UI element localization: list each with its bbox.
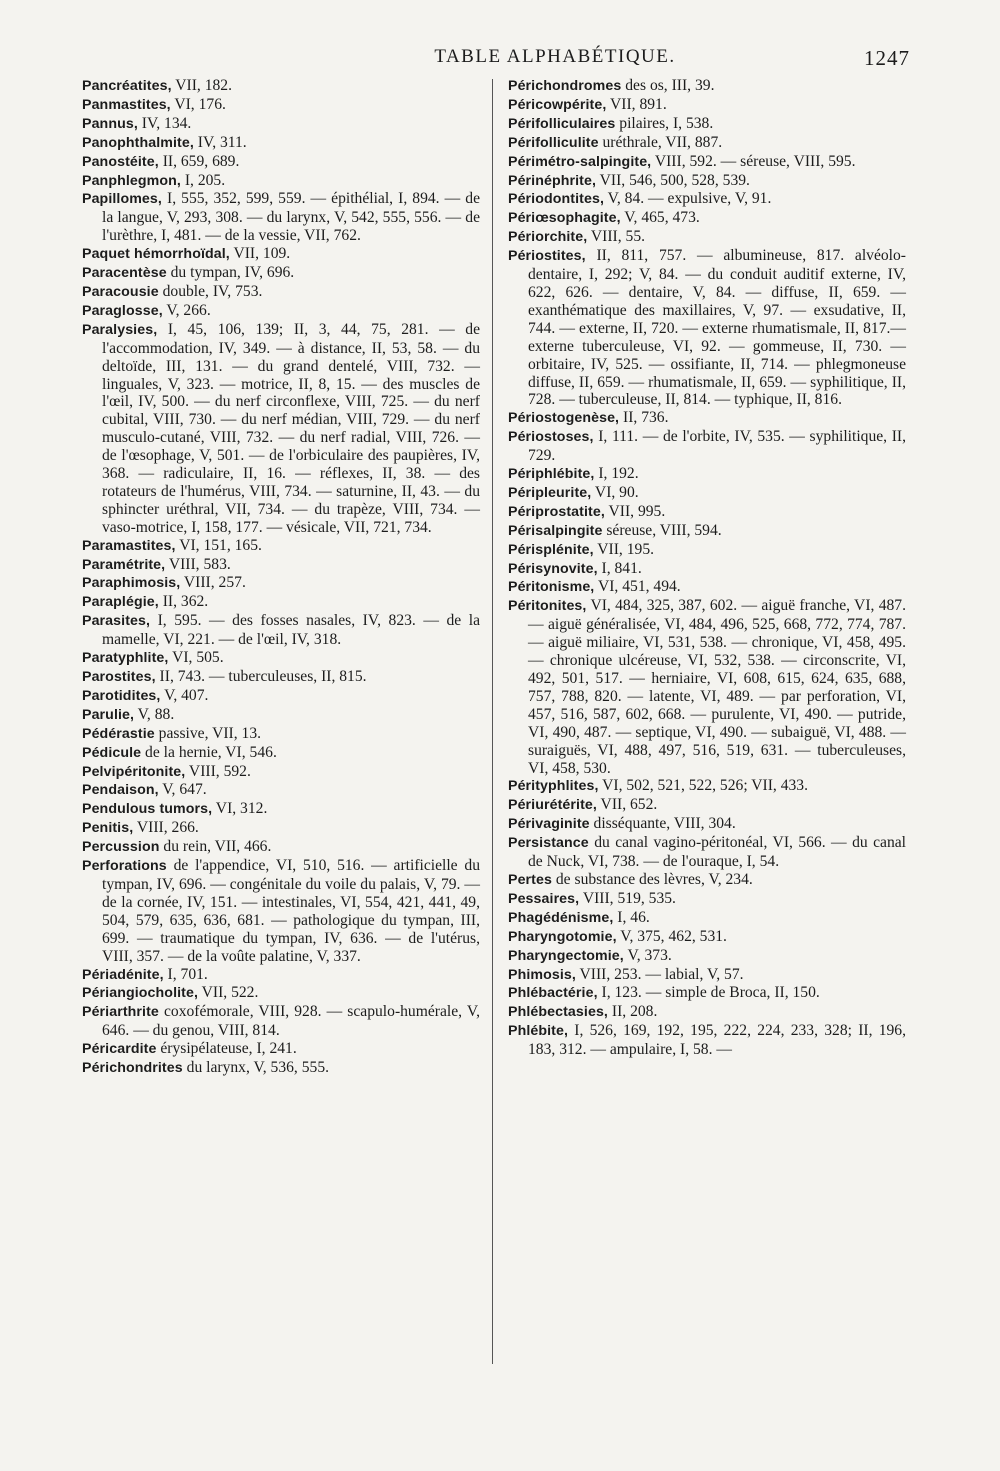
index-references: V, 647. xyxy=(158,781,207,799)
index-entry xyxy=(82,537,480,556)
index-entry xyxy=(508,190,906,209)
index-references: double, IV, 753. xyxy=(158,282,263,300)
index-references: pilaires, I, 538. xyxy=(615,114,714,132)
index-references: V, 84. — expulsive, V, 91. xyxy=(604,190,772,208)
index-references: V, 373. xyxy=(623,946,672,964)
index-entry xyxy=(82,190,480,245)
index-term: Paramastites, xyxy=(82,537,176,554)
index-entry xyxy=(82,172,480,191)
index-entry xyxy=(508,1022,906,1059)
index-term: Parostites, xyxy=(82,669,156,685)
index-entry xyxy=(508,834,906,871)
index-references: II, 208. xyxy=(607,1003,658,1021)
index-entry xyxy=(508,796,906,815)
index-references: I, 701. xyxy=(163,965,208,983)
index-entry xyxy=(508,172,906,191)
index-references: VIII, 592. — séreuse, VIII, 595. xyxy=(651,152,856,170)
index-references: disséquante, VIII, 304. xyxy=(589,815,736,833)
index-entry xyxy=(508,541,906,560)
index-references: VIII, 55. xyxy=(587,228,646,246)
index-term: Pérityphlites, xyxy=(508,778,599,795)
index-references: I, 555, 352, 599, 559. — épithélial, I, 894. — de la langue, V, 293, 308. — du larynx, V, 542, 555, 556. — de l'urèthre, I, 481. — de la vessie, VII, 762. xyxy=(102,190,480,245)
index-term: Péritonites, xyxy=(508,598,587,615)
index-references: des os, III, 39. xyxy=(621,77,715,94)
index-references: VII, 546, 500, 528, 539. xyxy=(596,171,750,189)
index-references: I, 46. xyxy=(613,908,650,926)
index-term: Périangiocholite, xyxy=(82,985,199,1002)
index-term: Parasites, xyxy=(82,613,151,630)
index-references: I, 526, 169, 192, 195, 222, 224, 233, 328; II, 196, 183, 312. — ampulaire, I, 58. — xyxy=(528,1022,906,1059)
page-header xyxy=(80,46,910,76)
index-entry xyxy=(508,966,906,985)
index-entry xyxy=(508,947,906,966)
index-term: Paraphimosis, xyxy=(82,575,181,592)
index-term: Panostéite, xyxy=(82,153,159,170)
index-entry xyxy=(82,264,480,283)
index-references: VII, 891. xyxy=(606,95,667,113)
index-term: Pharyngectomie, xyxy=(508,947,624,964)
index-entry xyxy=(508,153,906,172)
index-references: VI, 484, 325, 387, 602. — aiguë franche, VI, 487. — aiguë généralisée, VI, 484, 496, 525, 668, 772, 774, 787. — aiguë miliaire, VI, 531, 538. — chronique, VI, 458, 495. — chronique ulcéreuse, VI, 532, 538. — circonscrite, VI, 492, 501, 517. — herniaire, VI, 608, 615, 624, 635, 688, 757, 788, 820. — latente, VI, 489. — par perforation, VI, 457, 516, 587, 602, 668. — purulente, VI, 490. — putride, VI, 490, 487. — septique, VI, 490. — subaiguë, VI, 488. — suraiguës, VI, 488, 497, 516, 519, 631. — tuberculeuses, VI, 458, 530. xyxy=(528,597,906,777)
index-term: Périodontites, xyxy=(508,191,604,208)
index-entry xyxy=(82,77,480,96)
index-references: II, 811, 757. — albumineuse, 817. alvéolo-dentaire, I, 292; V, 84. — du conduit auditif externe, IV, 622, 626. — dentaire, V, 84. — diffuse, II, 659. — exanthématique des maxillaires, V, 97. — exsudative, II, 744. — externe, II, 720. — externe rhumatismale, II, 817.— externe tuberculeuse, VI, 92. — gommeuse, II, 730. — orbitaire, IV, 525. — ossifiante, II, 714. — phlegmoneuse diffuse, II, 659. — rhumatismale, II, 659. — syphilitique, II, 728. — tuberculeuse, II, 814. — typhique, II, 816. xyxy=(528,247,906,409)
index-entry xyxy=(508,871,906,890)
index-term: Périphlébite, xyxy=(508,466,595,483)
index-term: Périarthrite xyxy=(82,1004,159,1021)
index-term: Parulie, xyxy=(82,706,135,723)
index-term: Paralysies, xyxy=(82,321,158,338)
running-title: TABLE ALPHABÉTIQUE. xyxy=(434,46,676,67)
index-term: Pelvipéritonite, xyxy=(82,763,186,780)
index-term: Panphlegmon, xyxy=(82,172,181,189)
left-column xyxy=(82,77,480,1078)
index-references: VIII, 257. xyxy=(180,574,246,592)
index-references: VI, 505. xyxy=(168,649,224,667)
index-entry xyxy=(82,984,480,1003)
index-entry xyxy=(508,484,906,503)
index-entry xyxy=(82,744,480,763)
index-entry xyxy=(82,153,480,172)
index-references: érysipélateuse, I, 241. xyxy=(156,1040,297,1058)
index-term: Périprostatite, xyxy=(508,503,605,520)
index-references: II, 743. — tuberculeuses, II, 815. xyxy=(155,668,367,685)
index-references: coxofémorale, VIII, 928. — scapulo-humérale, V, 646. — du genou, VIII, 814. xyxy=(102,1003,480,1040)
index-entry xyxy=(508,890,906,909)
index-term: Péricowpérite, xyxy=(508,96,607,113)
index-term: Périorchite, xyxy=(508,229,588,246)
index-term: Périœsophagite, xyxy=(508,210,621,227)
index-entry xyxy=(508,815,906,834)
index-entry xyxy=(82,612,480,649)
index-references: V, 407. xyxy=(160,686,209,704)
index-term: Penitis, xyxy=(82,820,134,837)
index-references: V, 266. xyxy=(162,301,211,319)
index-term: Pédicule xyxy=(82,744,142,761)
index-references: du canal vagino-péritonéal, VI, 566. — du canal de Nuck, VI, 738. — de l'ouraque, I, 54. xyxy=(528,834,906,871)
index-references: VIII, 266. xyxy=(133,819,199,837)
index-term: Périsplénite, xyxy=(508,541,594,558)
index-references: I, 123. — simple de Broca, II, 150. xyxy=(597,984,820,1002)
index-references: du rein, VII, 466. xyxy=(159,838,272,856)
index-entry xyxy=(508,560,906,579)
index-references: VII, 182. xyxy=(171,77,232,94)
index-references: VI, 151, 165. xyxy=(175,536,262,554)
index-entry xyxy=(508,428,906,465)
index-entry xyxy=(82,857,480,965)
index-entry xyxy=(82,800,480,819)
index-entry xyxy=(508,777,906,796)
index-term: Périurétérite, xyxy=(508,797,597,814)
index-term: Percussion xyxy=(82,839,160,856)
index-entry xyxy=(82,134,480,153)
index-entry xyxy=(82,1003,480,1040)
index-references: VIII, 583. xyxy=(165,555,231,573)
index-entry xyxy=(508,77,906,96)
index-term: Périsalpingite xyxy=(508,522,603,539)
index-entry xyxy=(508,1003,906,1022)
index-references: I, 595. — des fosses nasales, IV, 823. — de la mamelle, VI, 221. — de l'œil, IV, 318. xyxy=(102,612,480,649)
index-term: Perforations xyxy=(82,858,167,875)
index-entry xyxy=(82,668,480,687)
index-term: Parotidites, xyxy=(82,687,161,704)
index-entry xyxy=(508,409,906,428)
index-entry xyxy=(82,245,480,264)
index-references: VII, 195. xyxy=(593,540,655,558)
index-term: Phimosis, xyxy=(508,966,576,983)
index-term: Péripleurite, xyxy=(508,484,592,501)
page-number: 1247 xyxy=(864,46,910,70)
index-references: VI, 451, 494. xyxy=(594,578,681,596)
index-entry xyxy=(508,115,906,134)
index-references: VIII, 253. — labial, V, 57. xyxy=(575,965,744,983)
index-references: II, 659, 689. xyxy=(158,152,240,170)
index-references: VI, 90. xyxy=(591,483,639,501)
index-references: I, 111. — de l'orbite, IV, 535. — syphilitique, II, 729. xyxy=(528,428,906,465)
index-entry xyxy=(508,134,906,153)
index-entry xyxy=(82,574,480,593)
index-entry xyxy=(82,302,480,321)
index-term: Périfolliculaires xyxy=(508,115,616,132)
index-term: Phlébectasies, xyxy=(508,1004,608,1021)
index-term: Périmétro-salpingite, xyxy=(508,153,652,170)
index-entry xyxy=(82,649,480,668)
index-term: Pancréatites, xyxy=(82,78,172,94)
index-entry xyxy=(82,115,480,134)
index-term: Pendaison, xyxy=(82,782,159,799)
index-references: passive, VII, 13. xyxy=(154,724,262,742)
index-references: uréthrale, VII, 887. xyxy=(598,133,723,151)
index-references: I, 192. xyxy=(594,465,639,483)
index-references: V, 88. xyxy=(134,705,175,723)
index-entry xyxy=(508,597,906,777)
index-references: IV, 311. xyxy=(193,133,247,151)
index-entry xyxy=(508,209,906,228)
index-entry xyxy=(508,247,906,409)
index-entry xyxy=(508,928,906,947)
index-term: Phlébactérie, xyxy=(508,985,598,1002)
index-entry xyxy=(508,578,906,597)
index-term: Périsynovite, xyxy=(508,560,598,577)
index-references: IV, 134. xyxy=(137,114,192,132)
index-term: Péritonisme, xyxy=(508,579,595,596)
index-entry xyxy=(82,1059,480,1078)
index-entry xyxy=(508,465,906,484)
index-references: II, 736. xyxy=(619,409,669,427)
index-term: Paraplégie, xyxy=(82,594,159,611)
index-entry xyxy=(82,966,480,985)
index-term: Périostites, xyxy=(508,248,586,265)
index-entry xyxy=(82,96,480,115)
index-term: Papillomes, xyxy=(82,191,162,208)
index-term: Pendulous tumors, xyxy=(82,801,213,818)
index-entry xyxy=(82,781,480,800)
index-references: VII, 652. xyxy=(596,796,658,814)
index-entry xyxy=(508,96,906,115)
index-references: V, 465, 473. xyxy=(620,209,700,227)
index-term: Périadénite, xyxy=(82,966,164,983)
index-term: Panophthalmite, xyxy=(82,134,194,151)
index-references: I, 205. xyxy=(180,171,226,189)
index-entry xyxy=(82,1040,480,1059)
index-references: I, 45, 106, 139; II, 3, 44, 75, 281. — de l'accommodation, IV, 349. — à distance, II, 53, 58. — du deltoïde, III, 131. — du grand dentelé, VIII, 732. — linguales, V, 323. — motrice, II, 8, 15. — des muscles de l'œil, IV, 500. — du nerf circonflexe, VIII, 725. — du nerf cubital, VIII, 730. — du nerf médian, VIII, 729. — du nerf musculo-cutané, VIII, 732. — du nerf radial, VIII, 726. — de l'œsophage, V, 501. — de l'orbiculaire des paupières, IV, 368. — radiculaire, II, 16. — réflexes, II, 38. — des rotateurs de l'humérus, VIII, 734. — saturnine, II, 43. — du sphincter uréthral, VII, 734. — du trapèze, VIII, 734. — vaso-motrice, I, 158, 177. — vésicale, VII, 721, 734. xyxy=(102,320,480,536)
index-references: du larynx, V, 536, 555. xyxy=(182,1059,330,1077)
index-references: du tympan, IV, 696. xyxy=(166,264,295,282)
index-term: Paquet hémorrhoïdal, xyxy=(82,246,230,263)
index-term: Pessaires, xyxy=(508,890,580,907)
index-term: Périfolliculite xyxy=(508,134,599,151)
index-term: Panmastites, xyxy=(82,96,171,113)
index-term: Périostoses, xyxy=(508,429,594,446)
index-entry xyxy=(508,228,906,247)
index-term: Paramétrite, xyxy=(82,556,166,573)
index-entry xyxy=(82,725,480,744)
index-term: Paraglosse, xyxy=(82,302,163,319)
index-term: Phagédénisme, xyxy=(508,909,614,926)
index-term: Pharyngotomie, xyxy=(508,928,617,945)
index-references: I, 841. xyxy=(597,559,642,577)
index-term: Péricardite xyxy=(82,1041,157,1058)
index-references: VI, 502, 521, 522, 526; VII, 433. xyxy=(598,777,809,795)
index-references: de la hernie, VI, 546. xyxy=(141,743,277,761)
index-entry xyxy=(82,838,480,857)
index-entry xyxy=(82,556,480,575)
index-entry xyxy=(508,984,906,1003)
index-references: II, 362. xyxy=(158,593,209,611)
index-references: VIII, 519, 535. xyxy=(579,889,676,907)
index-references: séreuse, VIII, 594. xyxy=(602,521,722,539)
index-entry xyxy=(508,503,906,522)
index-references: VII, 995. xyxy=(604,502,666,520)
index-term: Paratyphlite, xyxy=(82,650,169,667)
index-references: VII, 109. xyxy=(229,245,291,263)
index-entry xyxy=(82,593,480,612)
index-references: VIII, 592. xyxy=(185,762,251,780)
index-entry xyxy=(82,706,480,725)
index-term: Persistance xyxy=(508,835,589,852)
index-entry xyxy=(82,819,480,838)
column-divider xyxy=(492,79,493,1364)
index-term: Périostogenèse, xyxy=(508,410,620,427)
right-column xyxy=(508,77,906,1059)
index-term: Périchondrites xyxy=(82,1060,183,1077)
index-entry xyxy=(82,321,480,537)
index-references: V, 375, 462, 531. xyxy=(616,927,727,945)
index-term: Pannus, xyxy=(82,115,138,132)
index-term: Phlébite, xyxy=(508,1023,569,1040)
index-term: Périvaginite xyxy=(508,816,590,833)
index-term: Pédérastie xyxy=(82,725,155,742)
index-entry xyxy=(508,909,906,928)
index-entry xyxy=(82,687,480,706)
index-entry xyxy=(82,763,480,782)
index-references: de substance des lèvres, V, 234. xyxy=(551,870,753,888)
index-entry xyxy=(82,283,480,302)
index-term: Pertes xyxy=(508,871,552,888)
index-references: de l'appendice, VI, 510, 516. — artificielle du tympan, IV, 696. — congénitale du voile du palais, V, 79. — de la cornée, IV, 151. — intestinales, VI, 554, 421, 441, 49, 504, 579, 635, 636, 681. — pathologique du tympan, III, 699. — traumatique du tympan, IV, 636. — de l'utérus, VIII, 357. — de la voûte palatine, V, 337. xyxy=(102,857,480,965)
index-term: Périnéphrite, xyxy=(508,172,597,189)
index-references: VI, 312. xyxy=(212,800,268,818)
index-term: Périchondromes xyxy=(508,78,622,94)
index-entry xyxy=(508,522,906,541)
index-term: Paracentèse xyxy=(82,265,167,282)
index-term: Paracousie xyxy=(82,283,159,300)
index-references: VII, 522. xyxy=(198,984,259,1002)
index-references: VI, 176. xyxy=(170,95,226,113)
